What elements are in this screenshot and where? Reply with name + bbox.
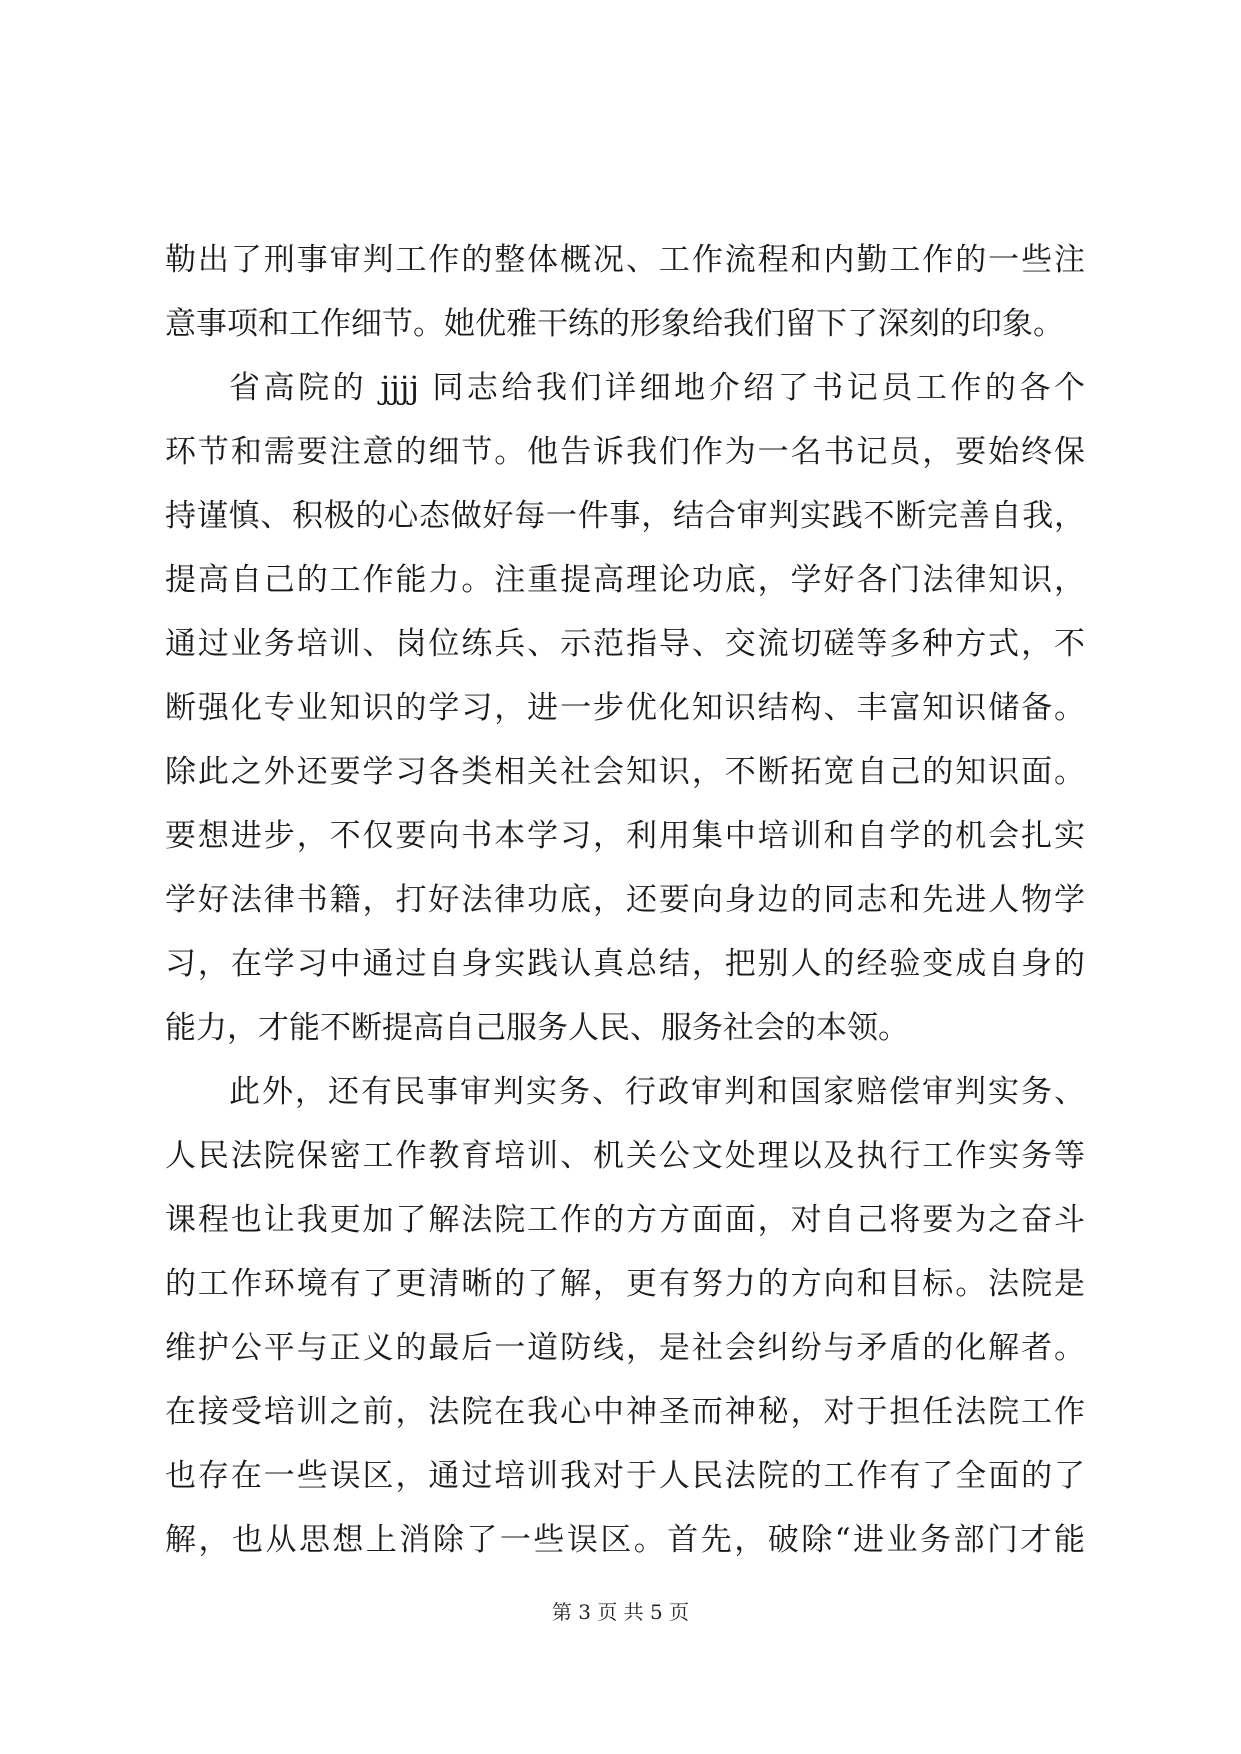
text-line: 持谨慎、积极的心态做好每一件事，结合审判实践不断完善自我， — [165, 498, 1085, 534]
text-line: 能力，才能不断提高自己服务人民、服务社会的本领。 — [165, 1010, 909, 1046]
text-line: 提高自己的工作能力。注重提高理论功底，学好各门法律知识， — [165, 562, 1085, 598]
text-line: 省高院的 jjjj 同志给我们详细地介绍了书记员工作的各个 — [229, 370, 1085, 406]
page-footer — [0, 1598, 1241, 1626]
text-line: 课程也让我更加了解法院工作的方方面面，对自己将要为之奋斗 — [165, 1202, 1085, 1238]
text-line: 环节和需要注意的细节。他告诉我们作为一名书记员，要始终保 — [165, 434, 1085, 470]
text-line: 的工作环境有了更清晰的了解，更有努力的方向和目标。法院是 — [165, 1266, 1085, 1302]
text-line: 要想进步，不仅要向书本学习，利用集中培训和自学的机会扎实 — [165, 818, 1085, 854]
page-number: 第 3 页 共 5 页 — [551, 1600, 690, 1624]
document-body — [165, 228, 1085, 1572]
text-line: 人民法院保密工作教育培训、机关公文处理以及执行工作实务等 — [165, 1138, 1085, 1174]
text-line: 通过业务培训、岗位练兵、示范指导、交流切磋等多种方式，不 — [165, 626, 1085, 662]
text-line: 学好法律书籍，打好法律功底，还要向身边的同志和先进人物学 — [165, 882, 1085, 918]
paragraph-2 — [165, 356, 1085, 1060]
text-line: 也存在一些误区，通过培训我对于人民法院的工作有了全面的了 — [165, 1458, 1085, 1494]
text-line: 习，在学习中通过自身实践认真总结，把别人的经验变成自身的 — [165, 946, 1085, 982]
text-line: 此外，还有民事审判实务、行政审判和国家赔偿审判实务、 — [229, 1074, 1085, 1110]
text-line: 在接受培训之前，法院在我心中神圣而神秘，对于担任法院工作 — [165, 1394, 1085, 1430]
text-line: 断强化专业知识的学习，进一步优化知识结构、丰富知识储备。 — [165, 690, 1085, 726]
text-line: 除此之外还要学习各类相关社会知识，不断拓宽自己的知识面。 — [165, 754, 1085, 790]
text-line: 解，也从思想上消除了一些误区。首先，破除“进业务部门才能 — [165, 1522, 1085, 1558]
paragraph-3 — [165, 1060, 1085, 1572]
paragraph-1 — [165, 228, 1085, 356]
text-line: 勒出了刑事审判工作的整体概况、工作流程和内勤工作的一些注 — [165, 242, 1085, 278]
text-line: 维护公平与正义的最后一道防线，是社会纠纷与矛盾的化解者。 — [165, 1330, 1085, 1366]
text-line: 意事项和工作细节。她优雅干练的形象给我们留下了深刻的印象。 — [165, 306, 1064, 342]
